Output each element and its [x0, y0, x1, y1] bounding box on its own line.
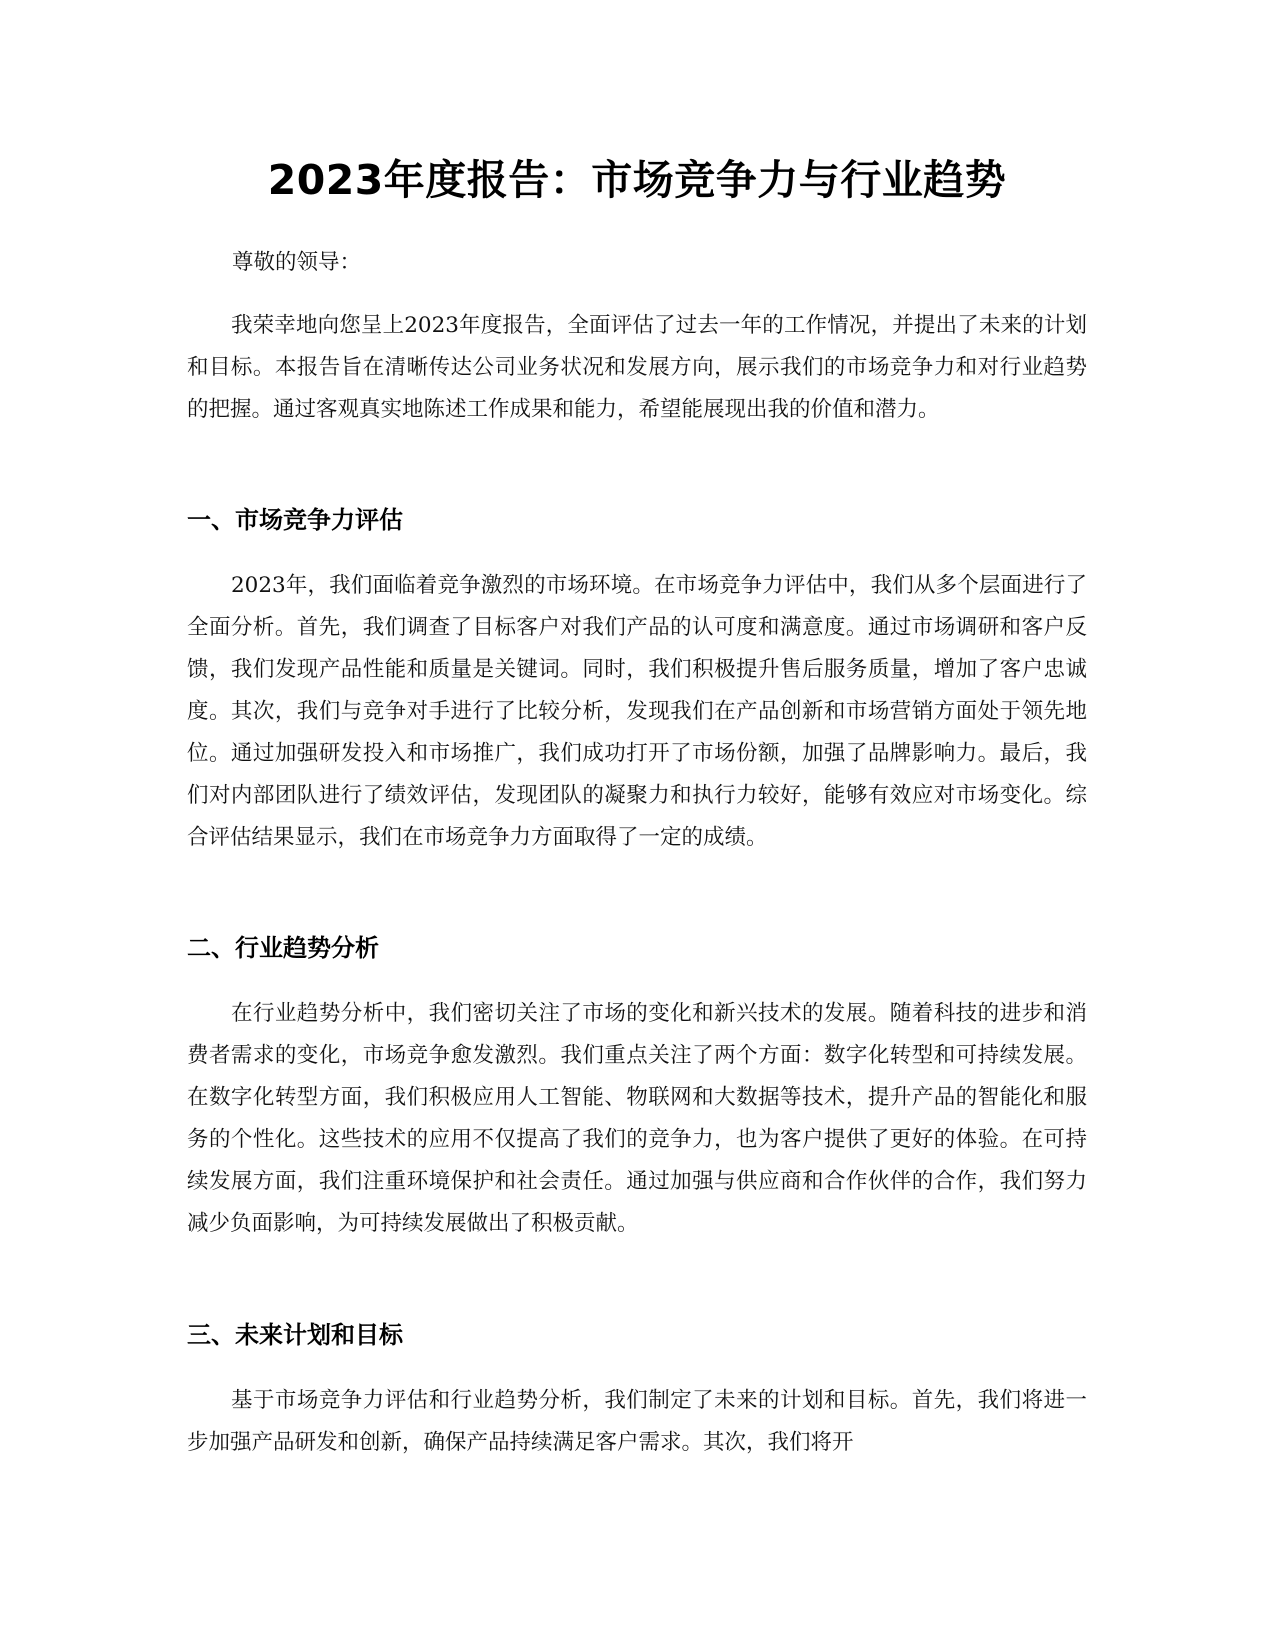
salutation: 尊敬的领导：: [232, 250, 362, 275]
document-title: 2023年度报告：市场竞争力与行业趋势: [267, 156, 1007, 204]
section-paragraph-future-plans: 基于市场竞争力评估和行业趋势分析，我们制定了未来的计划和目标。首先，我们将进一步加强产品研发和创新，确保产品持续满足客户需求。其次，我们将开: [187, 1388, 1087, 1455]
section-heading-industry-trends: 二、行业趋势分析: [187, 934, 379, 962]
section-paragraph-market-competitiveness: 2023年，我们面临着竞争激烈的市场环境。在市场竞争力评估中，我们从多个层面进行了全面分析。首先，我们调查了目标客户对我们产品的认可度和满意度。通过市场调研和客户反馈，我们发现产品性能和质量是关键词。同时，我们积极提升售后服务质量，增加了客户忠诚度。其次，我们与竞争对手进行了比较分析，发现我们在产品创新和市场营销方面处于领先地位。通过加强研发投入和市场推广，我们成功打开了市场份额，加强了品牌影响力。最后，我们对内部团队进行了绩效评估，发现团队的凝聚力和执行力较好，能够有效应对市场变化。综合评估结果显示，我们在市场竞争力方面取得了一定的成绩。: [187, 573, 1087, 850]
section-paragraph-industry-trends: 在行业趋势分析中，我们密切关注了市场的变化和新兴技术的发展。随着科技的进步和消费者需求的变化，市场竞争愈发激烈。我们重点关注了两个方面：数字化转型和可持续发展。在数字化转型方面，我们积极应用人工智能、物联网和大数据等技术，提升产品的智能化和服务的个性化。这些技术的应用不仅提高了我们的竞争力，也为客户提供了更好的体验。在可持续发展方面，我们注重环境保护和社会责任。通过加强与供应商和合作伙伴的合作，我们努力减少负面影响，为可持续发展做出了积极贡献。: [187, 1001, 1087, 1236]
section-heading-market-competitiveness: 一、市场竞争力评估: [187, 506, 403, 534]
section-heading-future-plans: 三、未来计划和目标: [187, 1321, 403, 1349]
intro-paragraph: 我荣幸地向您呈上2023年度报告，全面评估了过去一年的工作情况，并提出了未来的计划和目标。本报告旨在清晰传达公司业务状况和发展方向，展示我们的市场竞争力和对行业趋势的把握。通过客观真实地陈述工作成果和能力，希望能展现出我的价值和潜力。: [187, 313, 1087, 422]
